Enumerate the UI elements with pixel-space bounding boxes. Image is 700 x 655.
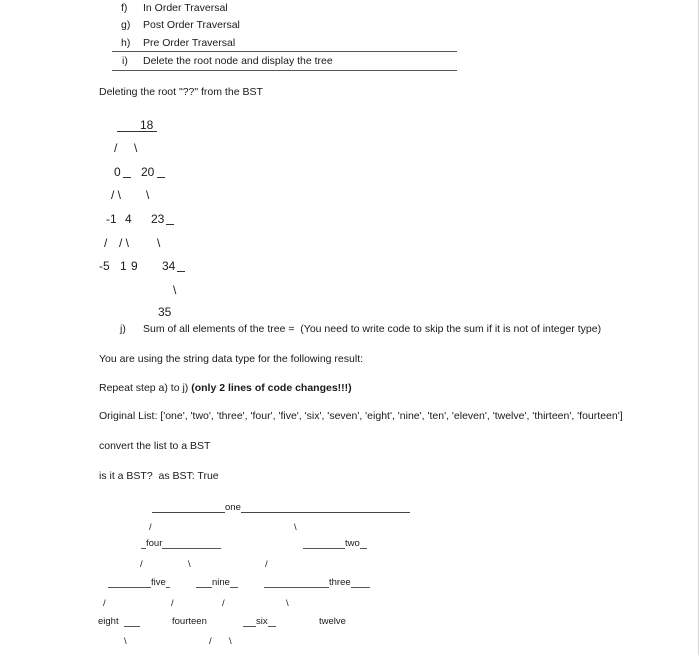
str-edge-four-right: \ — [188, 559, 191, 570]
str-edge-fourteen-right: \ — [229, 636, 232, 647]
str-edge-four-left: / — [140, 559, 143, 570]
str-node-six: six — [256, 616, 268, 627]
tree-node-0: 0 — [114, 165, 121, 179]
string-note: You are using the string data type for the following result: — [99, 353, 364, 365]
repeat-bold: (only 2 lines of code changes!!!) — [191, 382, 352, 394]
str-edge-five-left: / — [103, 598, 106, 609]
str-edge-one-right: \ — [294, 522, 297, 533]
tree-edges-l2-right: \ — [146, 188, 150, 202]
tree-underline-20 — [157, 166, 165, 178]
menu-item-post-order: Post Order Traversal — [143, 19, 240, 31]
str-node-one: one — [225, 502, 241, 513]
menu-letter-h: h) — [121, 37, 131, 49]
convert-text: convert the list to a BST — [99, 440, 211, 452]
str-edge-eight-right: \ — [124, 636, 127, 647]
str-node-nine: nine — [212, 577, 230, 588]
divider-top — [112, 51, 457, 52]
repeat-instruction — [99, 382, 352, 394]
menu-item-delete-root: Delete the root node and display the tree — [143, 55, 333, 67]
tree-node-35: 35 — [158, 305, 172, 319]
str-node-fourteen: fourteen — [172, 616, 207, 627]
str-node-eight: eight — [98, 616, 119, 627]
tree-node-1: 1 — [120, 259, 127, 273]
tree-node-23: 23 — [151, 212, 165, 226]
tree-edges-l2-left: / \ — [111, 188, 122, 202]
tree-edges-l3-a: / — [104, 236, 108, 250]
str-edge-fourteen-left: / — [209, 636, 212, 647]
tree-node-20: 20 — [141, 165, 155, 179]
str-edge-nine-right: / — [222, 598, 225, 609]
tree-node-34: 34 — [162, 259, 176, 273]
step-j-letter: j) — [120, 323, 126, 335]
tree-edges-l3-b: / \ — [119, 236, 130, 250]
tree-node-18: 18 — [140, 118, 154, 132]
str-node-three: three — [329, 577, 351, 588]
deleting-caption: Deleting the root "??" from the BST — [99, 86, 263, 98]
tree-underline-23 — [166, 213, 174, 225]
tree-edge-root: / \ — [114, 141, 138, 155]
str-tree-line-eight — [124, 626, 140, 627]
tree-node-m1: -1 — [106, 212, 117, 226]
tree-node-m5: -5 — [99, 259, 110, 273]
str-tree-line-one — [152, 512, 410, 513]
divider-bottom — [112, 70, 457, 71]
menu-item-in-order: In Order Traversal — [143, 2, 228, 14]
str-edge-two-left: / — [265, 559, 268, 570]
str-edge-one-left: / — [149, 522, 152, 533]
tree-edge-l4: \ — [173, 283, 177, 297]
str-node-four: four — [146, 538, 163, 549]
str-node-two: two — [345, 538, 360, 549]
str-edge-nine-left: / — [171, 598, 174, 609]
menu-letter-i: i) — [122, 55, 128, 67]
repeat-plain: Repeat step a) to j) — [99, 382, 192, 394]
str-node-twelve: twelve — [319, 616, 346, 627]
menu-letter-g: g) — [121, 19, 131, 31]
str-edge-three-left: \ — [286, 598, 289, 609]
tree-underline-34 — [177, 260, 185, 272]
step-j-text: Sum of all elements of the tree = (You need to write code to skip the sum if it is not of integer type) — [143, 323, 602, 335]
tree-node-9: 9 — [131, 259, 138, 273]
tree-underline-0 — [123, 166, 131, 178]
is-bst-text: is it a BST? as BST: True — [99, 470, 219, 482]
tree-node-4: 4 — [125, 212, 132, 226]
tree-edges-l3-c: \ — [157, 236, 161, 250]
menu-item-pre-order: Pre Order Traversal — [143, 37, 236, 49]
menu-letter-f: f) — [121, 2, 128, 14]
str-tree-line-three — [264, 587, 370, 588]
original-list: Original List: ['one', 'two', 'three', 'four', 'five', 'six', 'seven', 'eight', 'nine', 'ten', 'eleven', 'twelve', 'thirteen', 'fourteen'] — [99, 410, 623, 422]
str-node-five: five — [151, 577, 166, 588]
